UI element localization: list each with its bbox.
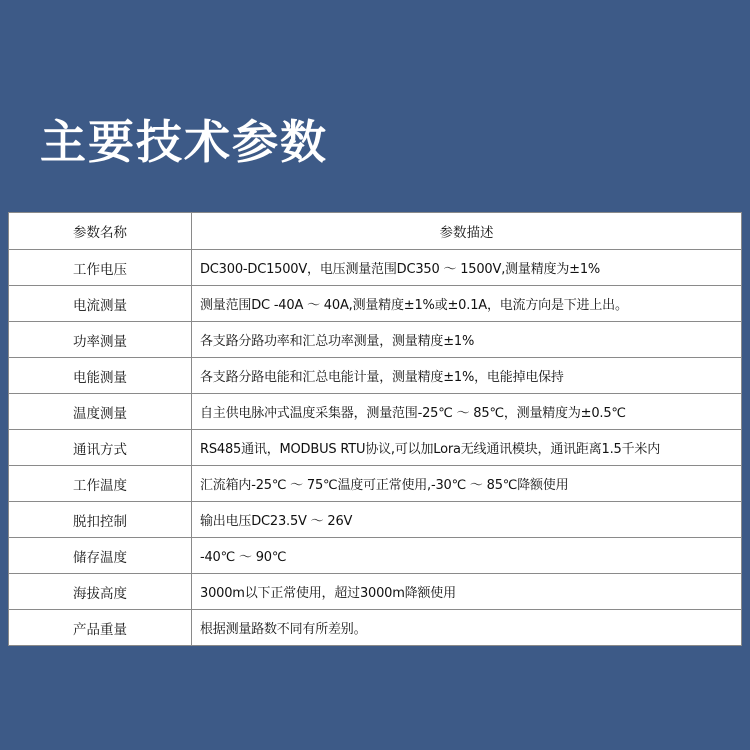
table-row — [9, 250, 742, 286]
param-name: 脱扣控制 — [9, 502, 192, 538]
param-description: 自主供电脉冲式温度采集器，测量范围-25℃ ～ 85℃，测量精度为±0.5℃ — [192, 394, 742, 430]
param-description: DC300-DC1500V，电压测量范围DC350 ～ 1500V,测量精度为±1% — [192, 250, 742, 286]
param-name: 工作电压 — [9, 250, 192, 286]
param-description: 3000m以下正常使用，超过3000m降额使用 — [192, 574, 742, 610]
column-header-description: 参数描述 — [192, 213, 742, 250]
param-description: 各支路分路功率和汇总功率测量，测量精度±1% — [192, 322, 742, 358]
param-name: 储存温度 — [9, 538, 192, 574]
spec-table — [8, 212, 742, 646]
param-description: 输出电压DC23.5V ～ 26V — [192, 502, 742, 538]
table-header-row — [9, 213, 742, 250]
param-description: 根据测量路数不同有所差别。 — [192, 610, 742, 646]
table-row — [9, 358, 742, 394]
param-description: 测量范围DC -40A ～ 40A,测量精度±1%或±0.1A，电流方向是下进上出。 — [192, 286, 742, 322]
page-title: 主要技术参数 — [40, 115, 328, 169]
param-description: 各支路分路电能和汇总电能计量，测量精度±1%，电能掉电保持 — [192, 358, 742, 394]
param-name: 产品重量 — [9, 610, 192, 646]
param-name: 工作温度 — [9, 466, 192, 502]
param-name: 通讯方式 — [9, 430, 192, 466]
table-row — [9, 502, 742, 538]
table-row — [9, 538, 742, 574]
param-description: RS485通讯，MODBUS RTU协议,可以加Lora无线通讯模块，通讯距离1.5千米内 — [192, 430, 742, 466]
table-row — [9, 286, 742, 322]
table-row — [9, 430, 742, 466]
param-name: 电能测量 — [9, 358, 192, 394]
column-header-name: 参数名称 — [9, 213, 192, 250]
table-row — [9, 574, 742, 610]
table-row — [9, 322, 742, 358]
param-name: 电流测量 — [9, 286, 192, 322]
table-row — [9, 394, 742, 430]
table-row — [9, 610, 742, 646]
param-name: 功率测量 — [9, 322, 192, 358]
param-name: 温度测量 — [9, 394, 192, 430]
param-description: -40℃ ～ 90℃ — [192, 538, 742, 574]
param-description: 汇流箱内-25℃ ～ 75℃温度可正常使用,-30℃ ～ 85℃降额使用 — [192, 466, 742, 502]
param-name: 海拔高度 — [9, 574, 192, 610]
table-row — [9, 466, 742, 502]
